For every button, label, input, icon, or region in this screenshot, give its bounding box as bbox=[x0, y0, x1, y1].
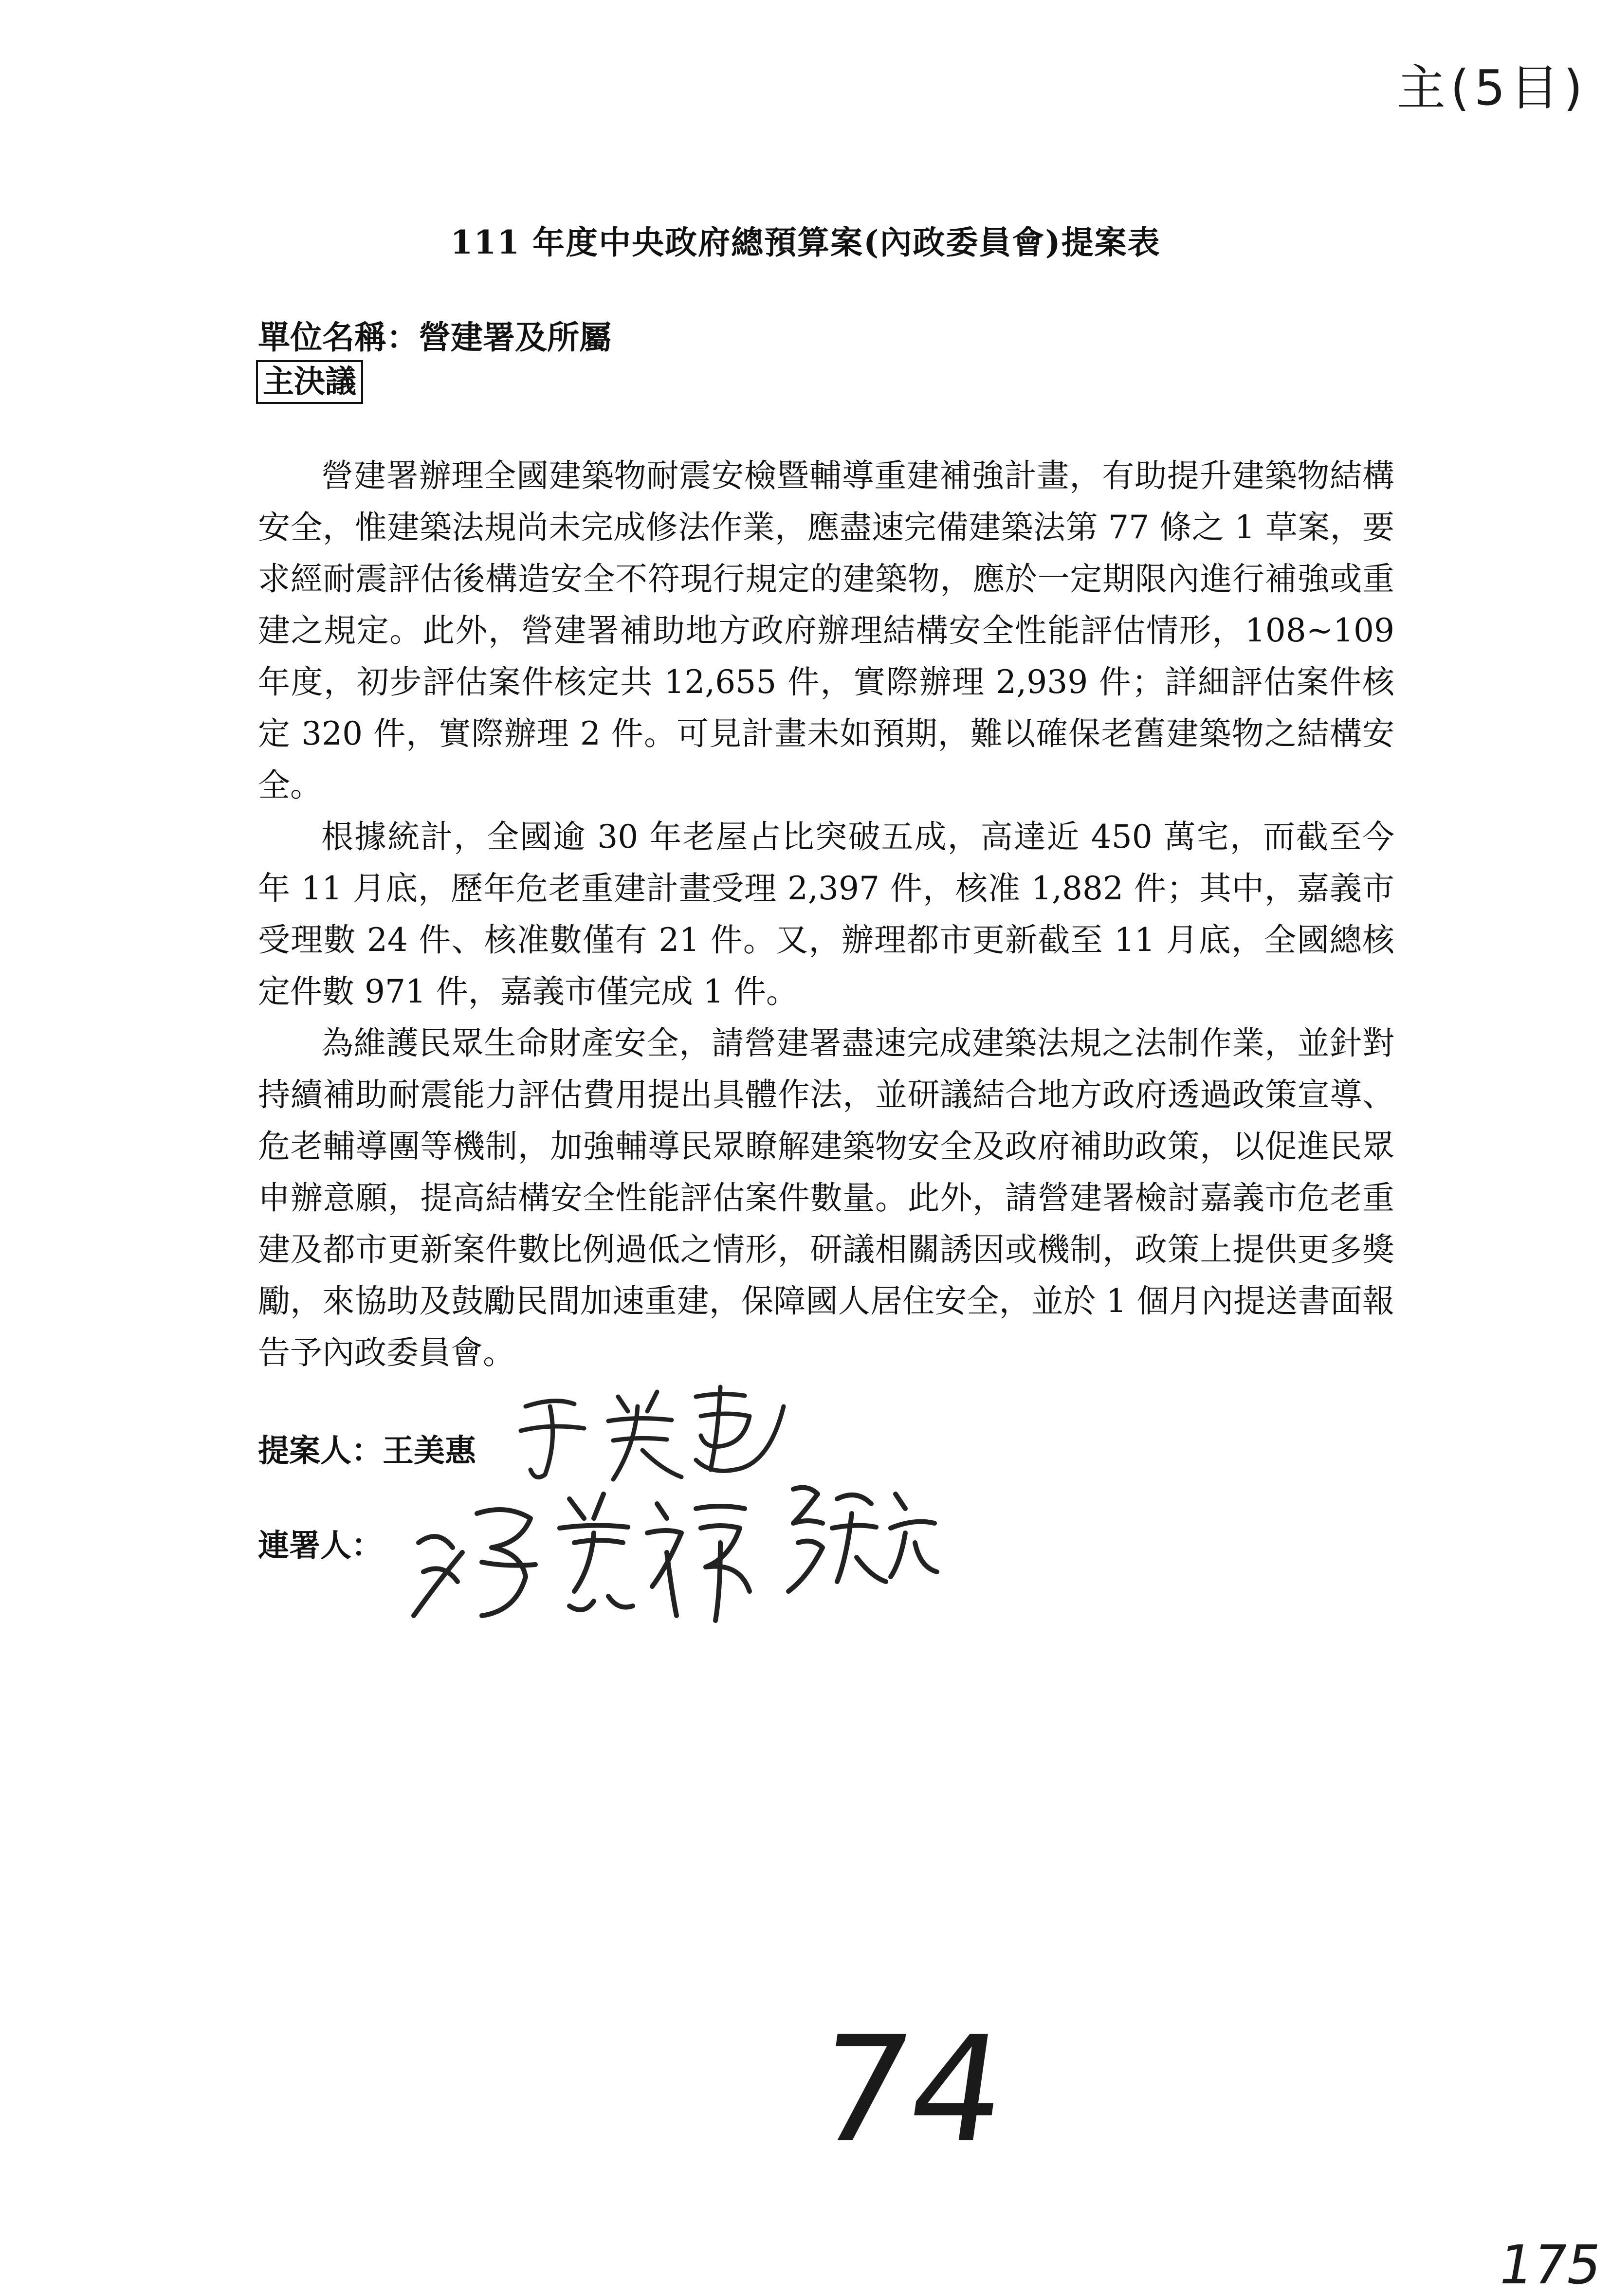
page-title: 111 年度中央政府總預算案(內政委員會)提案表 bbox=[450, 223, 1161, 261]
unit-label: 單位名稱： bbox=[258, 318, 419, 356]
cosigner-signatures bbox=[409, 1470, 944, 1630]
unit-name: 營建署及所屬 bbox=[419, 318, 611, 356]
body-text bbox=[258, 450, 1394, 1379]
paragraph-1: 營建署辦理全國建築物耐震安檢暨輔導重建補強計畫，有助提升建築物結構安全，惟建築法規尚未完成修法作業，應盡速完備建築法第 77 條之 1 草案，要求經耐震評估後構造安全不符現行規定的建築物，應於一定期限內進行補強或重建之規定。此外，營建署補助地方政府辦理結構安全性能評估情形，108~109 年度，初步評估案件核定共 12,655 件，實際辦理 2,939 件；詳細評估案件核定 320 件，實際辦理 2 件。可見計畫未如預期，難以確保老舊建築物之結構安全。 bbox=[258, 457, 1394, 804]
resolution-type-box: 主決議 bbox=[256, 360, 363, 404]
handwritten-corner-mark: 主(5目) bbox=[1397, 59, 1588, 116]
unit-line bbox=[258, 311, 611, 358]
proposer-name: 王美惠 bbox=[383, 1433, 476, 1469]
proposer-line bbox=[258, 1426, 476, 1471]
paragraph-2: 根據統計，全國逾 30 年老屋占比突破五成，高達近 450 萬宅，而截至今年 11 月底，歷年危老重建計畫受理 2,397 件，核准 1,882 件；其中，嘉義市受理數 24 件、核准數僅有 21 件。又，辦理都市更新截至 11 月底，全國總核定件數 971 件，嘉義市僅完成 1 件。 bbox=[258, 818, 1394, 1010]
cosigner-label: 連署人： bbox=[258, 1528, 383, 1564]
handwritten-archive-number: 175 bbox=[1493, 2234, 1607, 2296]
paragraph-3: 為維護民眾生命財產安全，請營建署盡速完成建築法規之法制作業，並針對持續補助耐震能力評估費用提出具體作法，並研議結合地方政府透過政策宣導、危老輔導團等機制，加強輔導民眾瞭解建築物安全及政府補助政策，以促進民眾申辦意願，提高結構安全性能評估案件數量。此外，請營建署檢討嘉義市危老重建及都市更新案件數比例過低之情形，研議相關誘因或機制，政策上提供更多獎勵，來協助及鼓勵民間加速重建，保障國人居住安全，並於 1 個月內提送書面報告予內政委員會。 bbox=[258, 1024, 1394, 1371]
proposer-label: 提案人： bbox=[258, 1433, 383, 1469]
handwritten-page-number: 74 bbox=[806, 2005, 1016, 2175]
